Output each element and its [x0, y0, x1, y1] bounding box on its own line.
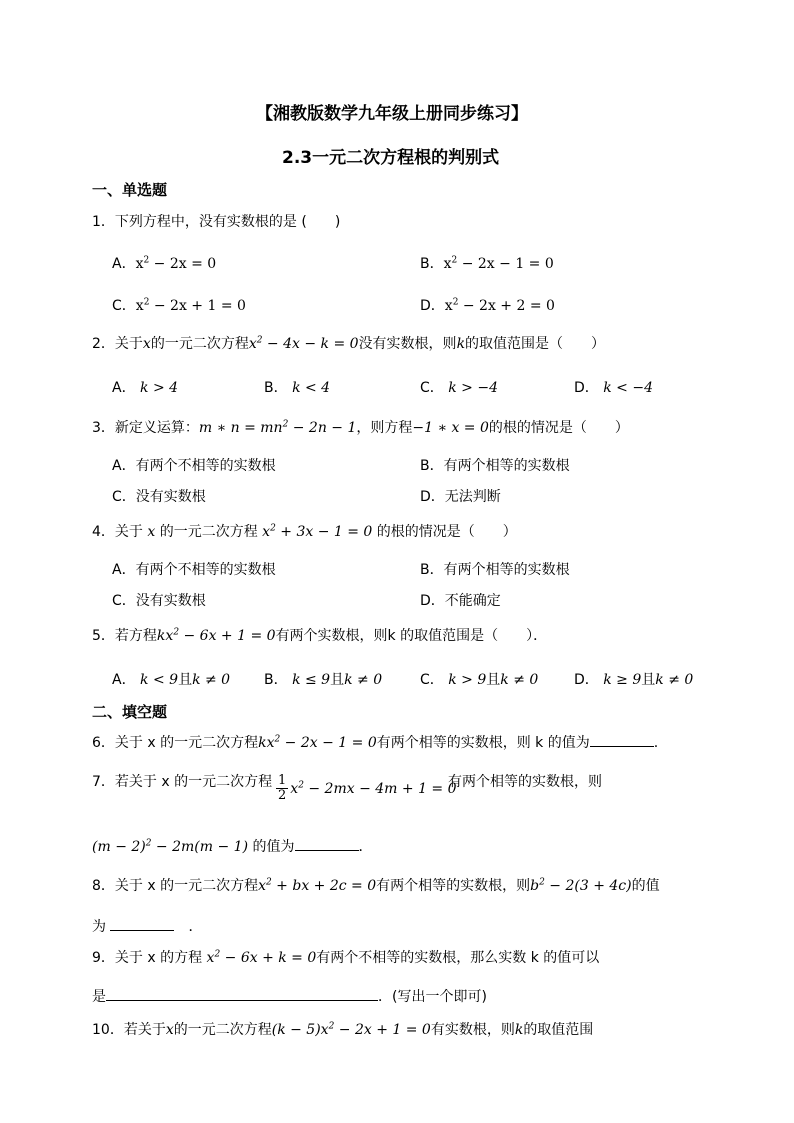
- question-7-expression: $(m - 2)^2 - 2m(m - 1)$ 的值为 ．: [92, 836, 373, 857]
- question-2-option-c: C． k > −4: [420, 380, 498, 396]
- page-subtitle: 2.3一元二次方程根的判别式: [282, 148, 500, 168]
- answer-blank[interactable]: [106, 986, 378, 1001]
- question-10-stem: 10．若关于x的一元二次方程$(k - 5)x^2 - 2x + 1 = 0$有实数根，则k的取值范围: [92, 1021, 594, 1038]
- question-1-text: 1．下列方程中，没有实数根的是: [92, 214, 297, 230]
- question-3-option-d: D．无法判断: [420, 489, 501, 505]
- question-4-option-b: B．有两个相等的实数根: [420, 562, 570, 578]
- answer-blank[interactable]: [110, 916, 174, 931]
- question-5-option-c: C． k > 9且k ≠ 0: [420, 672, 539, 688]
- question-1-option-c: [112, 296, 246, 316]
- option-math: $x^2 - 2x = 0$: [135, 255, 217, 272]
- option-label: B．: [420, 256, 444, 272]
- question-2-stem: 2．关于x的一元二次方程$x^2 - 4x - k = 0$没有实数根，则k的取值范围是（ ）: [92, 335, 606, 352]
- question-1-stem: [92, 212, 340, 232]
- question-1-paren: ( ): [301, 214, 341, 230]
- question-7-stem: 7．若关于 x 的一元二次方程: [92, 774, 273, 790]
- question-7-equation: $\frac{1}{2}$ $x^2 - 2mx - 4m + 1 = 0$: [278, 773, 457, 803]
- question-6-stem: 6．关于 x 的一元二次方程$kx^2 - 2x - 1 = 0$有两个相等的实数根，则 k 的值为 .: [92, 732, 658, 753]
- page-title: 【湘教版数学九年级上册同步练习】: [256, 104, 528, 124]
- section-heading-fill-blank: 二、填空题: [92, 703, 168, 721]
- section-heading-single-choice: 一、单选题: [92, 181, 168, 199]
- question-4-option-d: D．不能确定: [420, 593, 501, 609]
- question-3-option-a: A．有两个不相等的实数根: [112, 458, 276, 474]
- question-8-stem: 8．关于 x 的一元二次方程$x^2$ + bx + 2c = 0有两个相等的实数根，则$b^2 - 2(3 + 4c)$的值: [92, 877, 660, 894]
- question-3-option-c: C．没有实数根: [112, 489, 206, 505]
- question-1-option-b: [420, 254, 554, 274]
- question-4-stem: 4．关于 x 的一元二次方程 $x^2 + 3x - 1 = 0$ 的根的情况是（ ）: [92, 523, 517, 540]
- question-9-stem: 9．关于 x 的方程 $x^2 - 6x + k = 0$有两个不相等的实数根，那么实数 k 的值可以: [92, 949, 600, 966]
- option-label: C．: [112, 298, 136, 314]
- question-5-stem: 5．若方程$kx^2 - 6x + 1 = 0$有两个实数根，则k 的取值范围是（ ）．: [92, 627, 548, 644]
- answer-blank[interactable]: [590, 732, 654, 747]
- option-math: $x^2 - 2x + 1 = 0$: [135, 297, 246, 314]
- option-math: $x^2 - 2x - 1 = 0$: [443, 255, 554, 272]
- question-7-condition: 有两个相等的实数根，则: [448, 774, 602, 790]
- answer-blank[interactable]: [295, 836, 359, 851]
- question-4-option-c: C．没有实数根: [112, 593, 206, 609]
- question-2-option-d: D． k < −4: [574, 380, 653, 396]
- option-math: $x^2 - 2x + 2 = 0$: [444, 297, 555, 314]
- option-label: D．: [420, 298, 445, 314]
- question-2-option-a: A． k > 4: [112, 380, 179, 396]
- fraction-half: $\frac{1}{2}$: [278, 773, 287, 803]
- question-8-answer-line: 为 ．: [92, 916, 202, 937]
- question-2-option-b: B． k < 4: [264, 380, 331, 396]
- option-label: A．: [112, 256, 136, 272]
- question-5-option-b: B． k ≤ 9且k ≠ 0: [264, 672, 383, 688]
- question-5-option-d: D． k ≥ 9且k ≠ 0: [574, 672, 694, 688]
- question-1-option-a: [112, 254, 216, 274]
- question-3-stem: 3．新定义运算：m ∗ $n = mn^2 - 2n - 1$，则方程−1 ∗ x = 0的根的情况是（ ）: [92, 419, 629, 436]
- question-9-answer-line: 是 ．(写出一个即可): [92, 986, 487, 1007]
- question-3-option-b: B．有两个相等的实数根: [420, 458, 570, 474]
- question-4-option-a: A．有两个不相等的实数根: [112, 562, 276, 578]
- question-5-option-a: A． k < 9且k ≠ 0: [112, 672, 231, 688]
- question-1-option-d: [420, 296, 555, 316]
